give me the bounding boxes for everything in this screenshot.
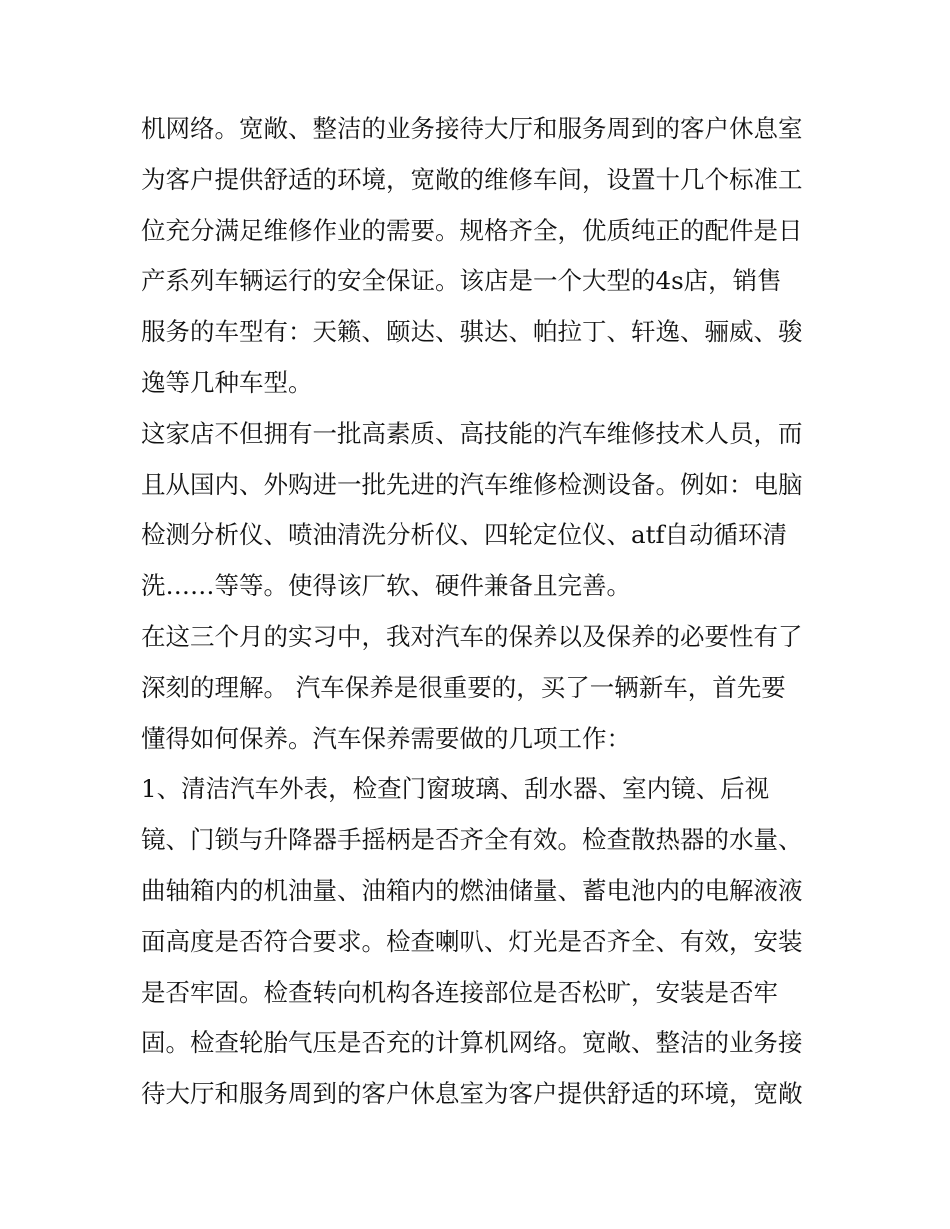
text-line-20: 待大厅和服务周到的客户休息室为客户提供舒适的环境，宽敞 xyxy=(141,1079,803,1109)
text-line-16: 曲轴箱内的机油量、油箱内的燃油储量、蓄电池内的电解液液 xyxy=(141,875,803,905)
text-line-10: 洗……等等。使得该厂软、硬件兼备且完善。 xyxy=(141,571,631,601)
text-line-5: 服务的车型有：天籁、颐达、骐达、帕拉丁、轩逸、骊威、骏 xyxy=(141,317,803,347)
text-line-4: 产系列车辆运行的安全保证。该店是一个大型的4s店，销售 xyxy=(141,266,782,296)
text-line-6: 逸等几种车型。 xyxy=(141,367,313,397)
text-line-12: 深刻的理解。 汽车保养是很重要的，买了一辆新车，首先要 xyxy=(141,672,786,702)
text-line-19: 固。检查轮胎气压是否充的计算机网络。宽敞、整洁的业务接 xyxy=(141,1028,803,1058)
text-line-1: 机网络。宽敞、整洁的业务接待大厅和服务周到的客户休息室 xyxy=(141,114,803,143)
text-line-9: 检测分析仪、喷油清洗分析仪、四轮定位仪、atf自动循环清 xyxy=(141,520,788,550)
text-line-18: 是否牢固。检查转向机构各连接部位是否松旷，安装是否牢 xyxy=(141,977,778,1007)
text-line-14: 1、清洁汽车外表，检查门窗玻璃、刮水器、室内镜、后视 xyxy=(141,774,770,804)
text-line-2: 为客户提供舒适的环境，宽敞的维修车间，设置十几个标准工 xyxy=(141,164,803,194)
text-line-15: 镜、门锁与升降器手摇柄是否齐全有效。检查散热器的水量、 xyxy=(141,825,803,855)
text-line-17: 面高度是否符合要求。检查喇叭、灯光是否齐全、有效，安装 xyxy=(141,926,803,956)
text-line-11: 在这三个月的实习中，我对汽车的保养以及保养的必要性有了 xyxy=(141,621,803,651)
text-line-13: 懂得如何保养。汽车保养需要做的几项工作： xyxy=(141,723,631,753)
body-text xyxy=(141,104,821,1120)
text-line-8: 且从国内、外购进一批先进的汽车维修检测设备。例如：电脑 xyxy=(141,469,803,499)
text-line-3: 位充分满足维修作业的需要。规格齐全，优质纯正的配件是日 xyxy=(141,215,803,245)
text-line-7: 这家店不但拥有一批高素质、高技能的汽车维修技术人员，而 xyxy=(141,418,803,448)
